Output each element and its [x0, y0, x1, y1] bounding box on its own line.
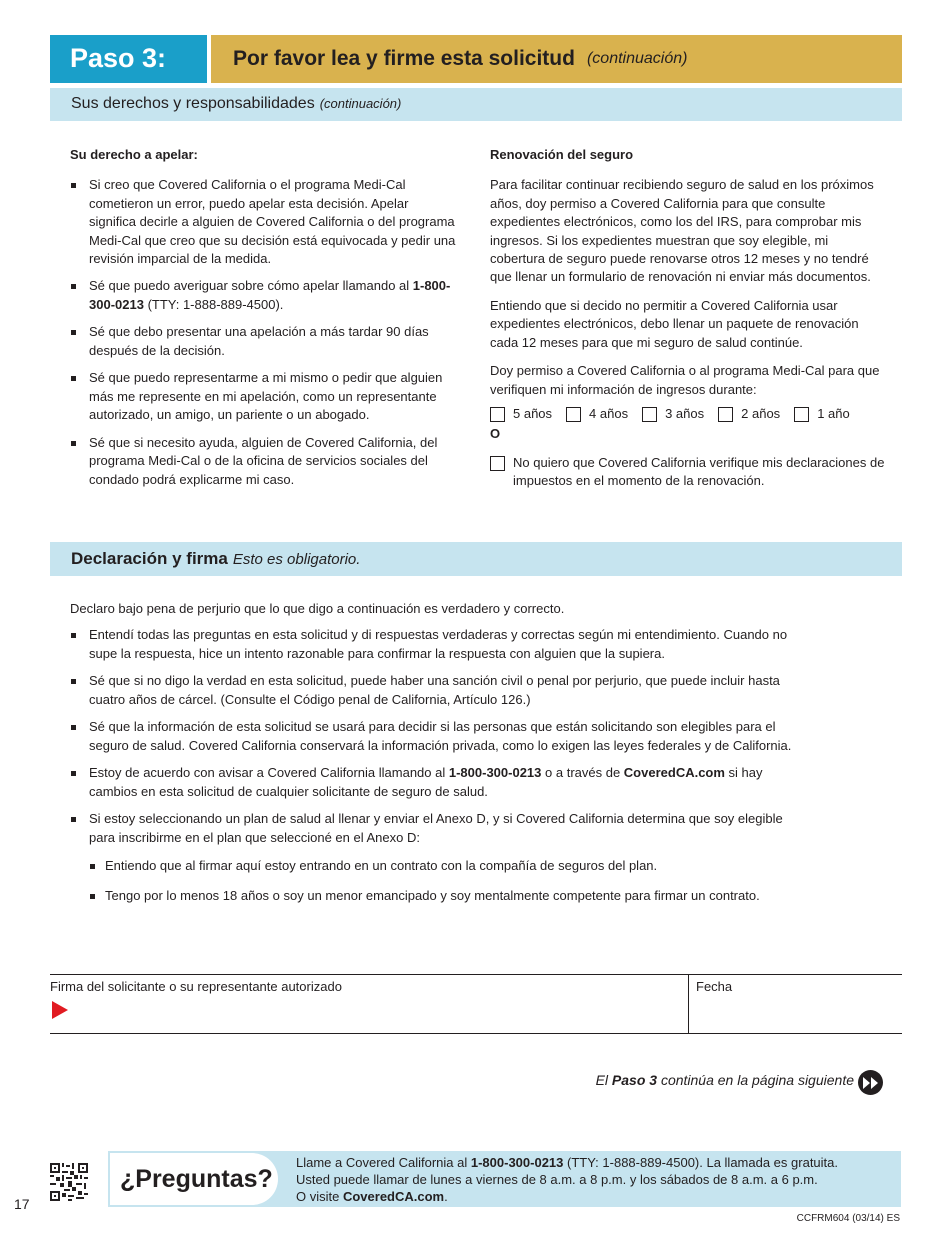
- option-4-years[interactable]: [566, 405, 628, 423]
- signature-field[interactable]: [72, 996, 682, 1030]
- appeal-item: Si creo que Covered California o el programa Medi-Cal cometieron un error, puedo apelar esta decisión. Apelar significa decirle a alguien de Covered California o del programa Medi-Cal que creo que su decisión está equivocada y pedir una revisión imparcial de la medida.: [70, 176, 458, 268]
- questions-text-part: .: [444, 1189, 448, 1205]
- tty-number: (TTY: 1-888-889-4500).: [143, 296, 284, 312]
- declaration-item: Sé que la información de esta solicitud se usará para decidir si las personas que están solicitando son elegibles para el seguro de salud. Covered California conservará la información privada, como lo exigen las leyes federales y de California.: [70, 718, 800, 755]
- appeal-heading: Su derecho a apelar:: [70, 147, 198, 162]
- form-code: CCFRM604 (03/14) ES: [796, 1213, 900, 1224]
- website-link[interactable]: CoveredCA.com: [342, 1189, 445, 1205]
- checkbox-4-years[interactable]: [566, 407, 581, 422]
- no-verify-label: No quiero que Covered California verifique mis declaraciones de impuestos en el momento de la renovación.: [513, 454, 885, 488]
- option-3-years[interactable]: [642, 405, 704, 423]
- declaration-item: Entendí todas las preguntas en esta solicitud y di respuestas verdaderas y correctas según mi entendimiento. Cuando no supe la respuesta, hice un intento razonable para confirmar la respuesta con alguien que la supiera.: [70, 626, 800, 663]
- renewal-section: [490, 146, 885, 490]
- option-5-years[interactable]: [490, 405, 552, 423]
- phone-number: 1-800-300-0213: [470, 1155, 564, 1170]
- appeal-item: Sé que puedo representarme a mi mismo o pedir que alguien más me represente en mi apelación, como un representante autorizado, un amigo, un pariente o un abogado.: [70, 369, 458, 424]
- option-2-years[interactable]: [718, 405, 780, 423]
- renewal-heading: Renovación del seguro: [490, 147, 634, 162]
- questions-text-part: (TTY: 1-888-889-4500). La llamada es gratuita.: [563, 1155, 838, 1170]
- rights-section-band: [50, 88, 902, 121]
- declaration-intro: Declaro bajo pena de perjurio que lo que digo a continuación es verdadero y correcto.: [70, 601, 565, 616]
- declaration-section-title: Declaración y firma: [71, 549, 228, 569]
- declaration-list: [70, 626, 800, 847]
- continues-text: El: [595, 1072, 612, 1088]
- appeal-item: [70, 277, 458, 314]
- option-1-year[interactable]: [794, 405, 850, 423]
- appeal-list: [70, 176, 458, 489]
- declaration-item-text: Estoy de acuerdo con avisar a Covered California llamando al: [89, 765, 449, 781]
- checkbox-1-year[interactable]: [794, 407, 809, 422]
- questions-line: [296, 1188, 896, 1205]
- declaration-section-note: Esto es obligatorio.: [232, 550, 361, 568]
- continues-note: [596, 1071, 854, 1091]
- renewal-paragraph: Doy permiso a Covered California o al programa Medi-Cal para que verifiquen mi información de ingresos durante:: [490, 363, 880, 397]
- declaration-section-band: [50, 542, 902, 576]
- questions-text-part: Llame a Covered California al: [296, 1155, 471, 1170]
- phone-number: 1-800-300-0213: [448, 765, 542, 781]
- or-separator: O: [490, 426, 501, 442]
- declaration-item: [70, 764, 800, 801]
- questions-text-part: O visite: [296, 1189, 343, 1205]
- option-no-verify[interactable]: [490, 454, 885, 491]
- declaration-subitem: Entiendo que al firmar aquí estoy entrando en un contrato con la compañía de seguros del plan.: [89, 857, 800, 875]
- fast-forward-icon: [858, 1070, 883, 1095]
- header-banner: [211, 35, 902, 83]
- checkbox-5-years[interactable]: [490, 407, 505, 422]
- step-badge: [50, 35, 207, 83]
- appeal-section: [70, 146, 458, 498]
- step-label: Paso 3:: [70, 43, 167, 74]
- renewal-paragraph: Para facilitar continuar recibiendo seguro de salud en los próximos años, doy permiso a Covered California para que consulte expedientes electrónicos, como los del IRS, para comprobar mis ingresos. Si los expedientes muestran que soy elegible, mi cobertura de seguro puede renovarse otros 12 meses y no tendré que llenar un formulario de renovación ni enviar más documentos.: [490, 177, 874, 285]
- option-label: 1 año: [817, 406, 850, 422]
- declaration-sublist: [70, 857, 800, 906]
- questions-label: ¿Preguntas?: [110, 1153, 278, 1205]
- website-link[interactable]: CoveredCA.com: [623, 765, 725, 781]
- declaration-section: [70, 600, 800, 915]
- appeal-item: Sé que si necesito ayuda, alguien de Covered California, del programa Medi-Cal o de la oficina de servicios sociales del condado podrá explicarme mi caso.: [70, 434, 458, 489]
- declaration-item: Sé que si no digo la verdad en esta solicitud, puede haber una sanción civil o penal por perjurio, que puede incluir hasta cuatro años de cárcel. (Consulte el Código penal de California, Artículo 126.): [70, 672, 800, 709]
- questions-line: [296, 1154, 896, 1171]
- rights-section-title: Sus derechos y responsabilidades: [71, 95, 315, 113]
- continues-text: continúa en la página siguiente: [657, 1072, 854, 1088]
- renewal-paragraph: Entiendo que si decido no permitir a Covered California usar expedientes electrónicos, debo llenar un paquete de renovación cada 12 meses para que mi seguro de salud continúe.: [490, 297, 859, 350]
- phone-number: 1-800-300-0213: [89, 278, 451, 312]
- years-options: [490, 405, 885, 423]
- signature-bottom-rule: [50, 1033, 902, 1034]
- questions-text: [296, 1154, 896, 1205]
- declaration-item-text: o a través de: [541, 765, 624, 781]
- sign-here-arrow-icon: [52, 1001, 68, 1019]
- qr-code-icon: [50, 1163, 88, 1201]
- option-label: 2 años: [741, 406, 781, 422]
- page-number: 17: [14, 1196, 30, 1212]
- rights-section-note: (continuación): [319, 96, 402, 112]
- questions-line: Usted puede llamar de lunes a viernes de 8 a.m. a 8 p.m. y los sábados de 8 a.m. a 6 p.m.: [296, 1172, 818, 1188]
- page-title-note: (continuación): [586, 49, 688, 67]
- signature-label: Firma del solicitante o su representante autorizado: [50, 979, 342, 994]
- signature-top-rule: [50, 974, 902, 975]
- appeal-item: Sé que debo presentar una apelación a más tardar 90 días después de la decisión.: [70, 323, 458, 360]
- appeal-item-text: Sé que puedo averiguar sobre cómo apelar llamando al: [89, 278, 413, 294]
- checkbox-2-years[interactable]: [718, 407, 733, 422]
- checkbox-no-verify[interactable]: [490, 456, 505, 471]
- date-field[interactable]: [692, 996, 898, 1030]
- page-title: Por favor lea y firme esta solicitud: [233, 47, 575, 71]
- checkbox-3-years[interactable]: [642, 407, 657, 422]
- declaration-subitem: Tengo por lo menos 18 años o soy un menor emancipado y soy mentalmente competente para firmar un contrato.: [89, 887, 800, 905]
- declaration-item: Si estoy seleccionando un plan de salud al llenar y enviar el Anexo D, y si Covered California determina que soy elegible para inscribirme en el plan que seleccioné en el Anexo D:: [70, 810, 800, 847]
- continues-step: Paso 3: [611, 1072, 658, 1088]
- option-label: 5 años: [513, 406, 553, 422]
- signature-divider: [688, 974, 689, 1034]
- declaration-item-text: si hay cambios en esta solicitud de cualquier solicitante de seguro de salud.: [89, 765, 763, 799]
- option-label: 3 años: [665, 406, 705, 422]
- option-label: 4 años: [589, 406, 629, 422]
- date-label: Fecha: [696, 979, 733, 994]
